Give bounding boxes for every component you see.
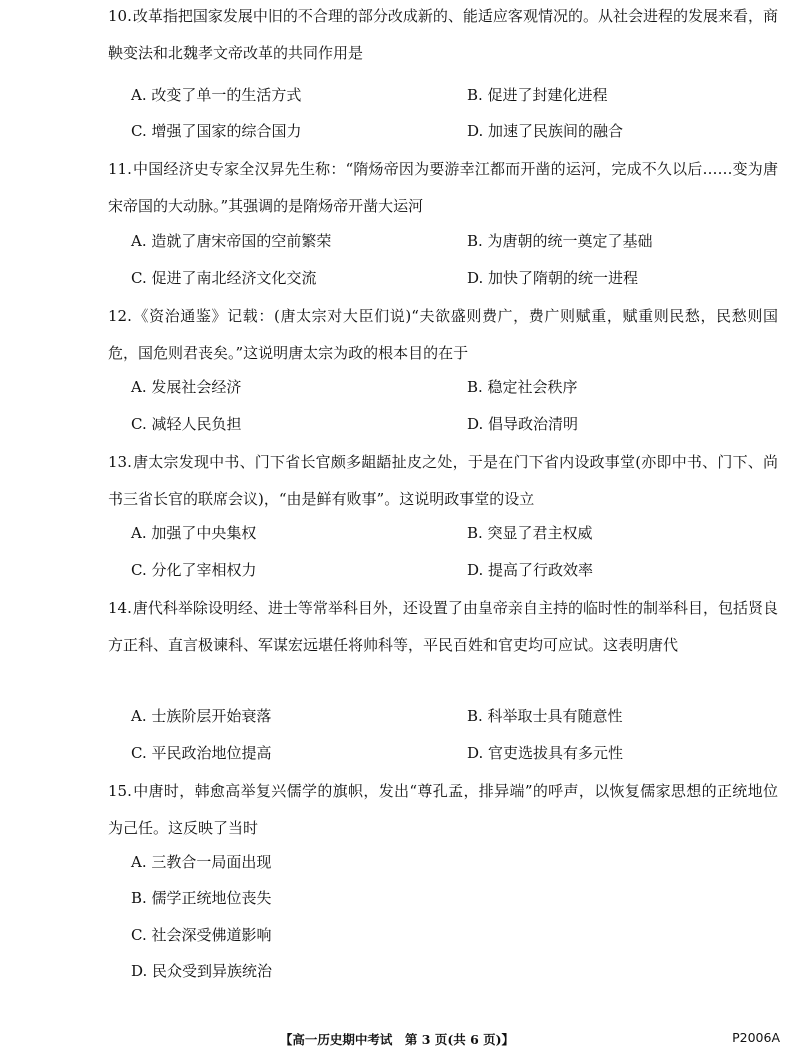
question-number: 10. <box>108 7 132 25</box>
question-15-option-a[interactable]: A. 三教合一局面出现 <box>131 853 272 871</box>
question-11-stem <box>108 151 778 224</box>
question-14-stem <box>108 590 778 663</box>
question-13-option-a[interactable]: A. 加强了中央集权 <box>131 524 257 542</box>
question-11-option-a[interactable]: A. 造就了唐宋帝国的空前繁荣 <box>131 232 332 250</box>
exam-code: P2006A <box>732 1030 780 1045</box>
question-14-option-d[interactable]: D. 官吏选拔具有多元性 <box>467 744 624 762</box>
question-15-option-d[interactable]: D. 民众受到异族统治 <box>131 962 273 980</box>
question-11-option-d[interactable]: D. 加快了隋朝的统一进程 <box>467 269 639 287</box>
question-text: 中国经济史专家全汉昇先生称：“隋炀帝因为要游幸江都而开凿的运河，完成不久以后……变为唐宋帝国的大动脉。”其强调的是隋炀帝开凿大运河 <box>108 160 778 215</box>
question-13-option-c[interactable]: C. 分化了宰相权力 <box>131 561 257 579</box>
question-text: 唐代科举除设明经、进士等常举科目外，还设置了由皇帝亲自主持的临时性的制举科目，包括贤良方正科、直言极谏科、军谋宏远堪任将帅科等，平民百姓和官吏均可应试。这表明唐代 <box>108 599 778 654</box>
question-12-option-c[interactable]: C. 减轻人民负担 <box>131 415 242 433</box>
question-13-stem <box>108 444 778 517</box>
question-10-stem <box>108 0 778 71</box>
question-text: 唐太宗发现中书、门下省长官颇多龃龉扯皮之处，于是在门下省内设政事堂(亦即中书、门下、尚书三省长官的联席会议)，“由是鲜有败事”。这说明政事堂的设立 <box>108 453 778 508</box>
question-10-option-a[interactable]: A. 改变了单一的生活方式 <box>131 86 302 104</box>
question-12-option-d[interactable]: D. 倡导政治清明 <box>467 415 579 433</box>
question-text: 改革指把国家发展中旧的不合理的部分改成新的、能适应客观情况的。从社会进程的发展来看，商鞅变法和北魏孝文帝改革的共同作用是 <box>108 7 778 62</box>
question-number: 15. <box>108 782 132 800</box>
question-text: 《资治通鉴》记载：(唐太宗对大臣们说)“夫欲盛则费广，费广则赋重，赋重则民愁，民愁则国危，国危则君丧矣。”这说明唐太宗为政的根本目的在于 <box>108 307 778 362</box>
question-14-option-b[interactable]: B. 科举取士具有随意性 <box>467 707 623 725</box>
question-number: 12. <box>108 307 132 325</box>
question-13-option-d[interactable]: D. 提高了行政效率 <box>467 561 594 579</box>
question-number: 11. <box>108 160 132 178</box>
question-12-option-a[interactable]: A. 发展社会经济 <box>131 378 242 396</box>
question-14-option-a[interactable]: A. 士族阶层开始衰落 <box>131 707 272 725</box>
question-10-option-d[interactable]: D. 加速了民族间的融合 <box>467 122 624 140</box>
question-11-option-c[interactable]: C. 促进了南北经济文化交流 <box>131 269 317 287</box>
question-12-option-b[interactable]: B. 稳定社会秩序 <box>467 378 578 396</box>
question-number: 13. <box>108 453 132 471</box>
question-14-option-c[interactable]: C. 平民政治地位提高 <box>131 744 272 762</box>
question-10-option-c[interactable]: C. 增强了国家的综合国力 <box>131 122 302 140</box>
question-15-option-b[interactable]: B. 儒学正统地位丧失 <box>131 889 272 907</box>
question-13-option-b[interactable]: B. 突显了君主权威 <box>467 524 593 542</box>
question-11-option-b[interactable]: B. 为唐朝的统一奠定了基础 <box>467 232 653 250</box>
question-10-option-b[interactable]: B. 促进了封建化进程 <box>467 86 608 104</box>
question-number: 14. <box>108 599 132 617</box>
question-15-option-c[interactable]: C. 社会深受佛道影响 <box>131 926 272 944</box>
question-text: 中唐时，韩愈高举复兴儒学的旗帜，发出“尊孔孟，排异端”的呼声，以恢复儒家思想的正统地位为己任。这反映了当时 <box>108 782 778 837</box>
question-12-stem <box>108 298 778 371</box>
question-15-stem <box>108 773 778 846</box>
page-footer: 【高一历史期中考试 第 3 页(共 6 页)】 <box>279 1032 515 1047</box>
